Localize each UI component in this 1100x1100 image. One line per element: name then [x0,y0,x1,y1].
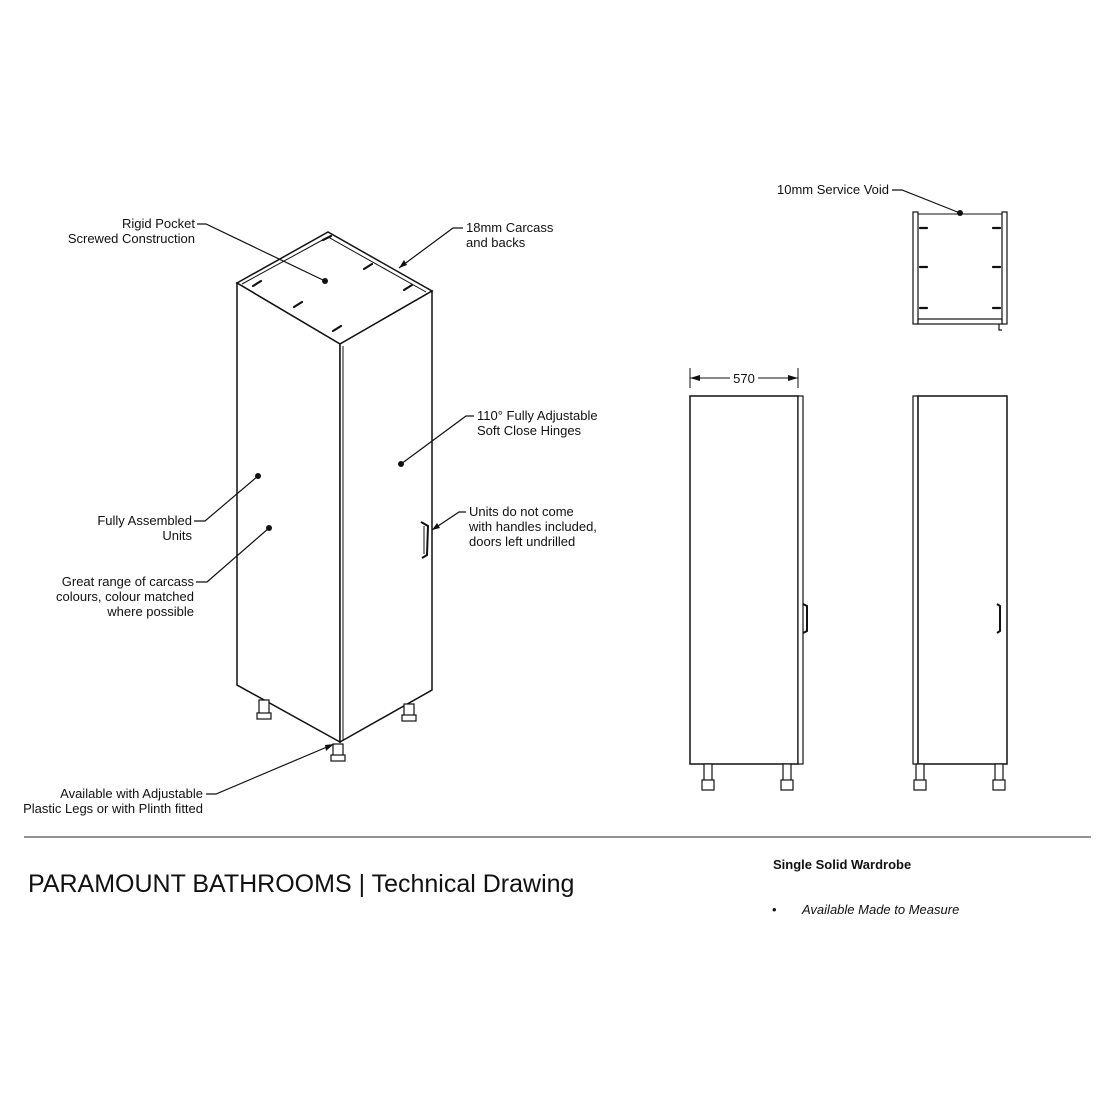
front-elevation [913,396,1007,790]
callout-legs-line1: Available with Adjustable [60,786,203,801]
width-dimension-label: 570 [733,371,755,386]
plan-view [913,212,1007,330]
callout-rigid-pocket-line2: Screwed Construction [67,231,195,246]
product-name: Single Solid Wardrobe [773,857,912,872]
drawing-title: PARAMOUNT BATHROOMS | Technical Drawing [28,870,575,898]
callout-legs-line2: Plastic Legs or with Plinth fitted [23,801,203,816]
callout-carcass-line1: 18mm Carcass [466,220,554,235]
callout-carcass-line2: and backs [466,235,526,250]
isometric-cabinet [237,232,432,761]
callout-rigid-pocket-line1: Rigid Pocket [122,216,195,231]
callout-colours-line3: where possible [107,604,194,619]
callout-legs [23,744,334,816]
feature-item [772,902,959,917]
callout-colours-line2: colours, colour matched [55,589,194,604]
callout-handles-line1: Units do not come [469,504,574,519]
bullet-icon: • [772,902,777,917]
cabinet-side-panel [237,283,340,742]
callout-service-void [777,182,963,216]
side-elevation [690,396,807,790]
callout-assembled-line1: Fully Assembled [97,513,192,528]
feature-text: Available Made to Measure [802,902,960,917]
callout-carcass [399,220,554,268]
cabinet-door [340,291,432,742]
callout-handles [432,504,597,549]
callout-hinges-line2: Soft Close Hinges [477,423,582,438]
width-dimension [690,368,798,388]
callout-assembled-line2: Units [162,528,192,543]
callout-colours-line1: Great range of carcass [61,574,194,589]
feature-list [772,902,959,917]
callout-hinges-line1: 110° Fully Adjustable [477,408,598,423]
callout-handles-line3: doors left undrilled [469,534,576,549]
callout-handles-line2: with handles included, [469,519,597,534]
callout-service-void-label: 10mm Service Void [777,182,889,197]
